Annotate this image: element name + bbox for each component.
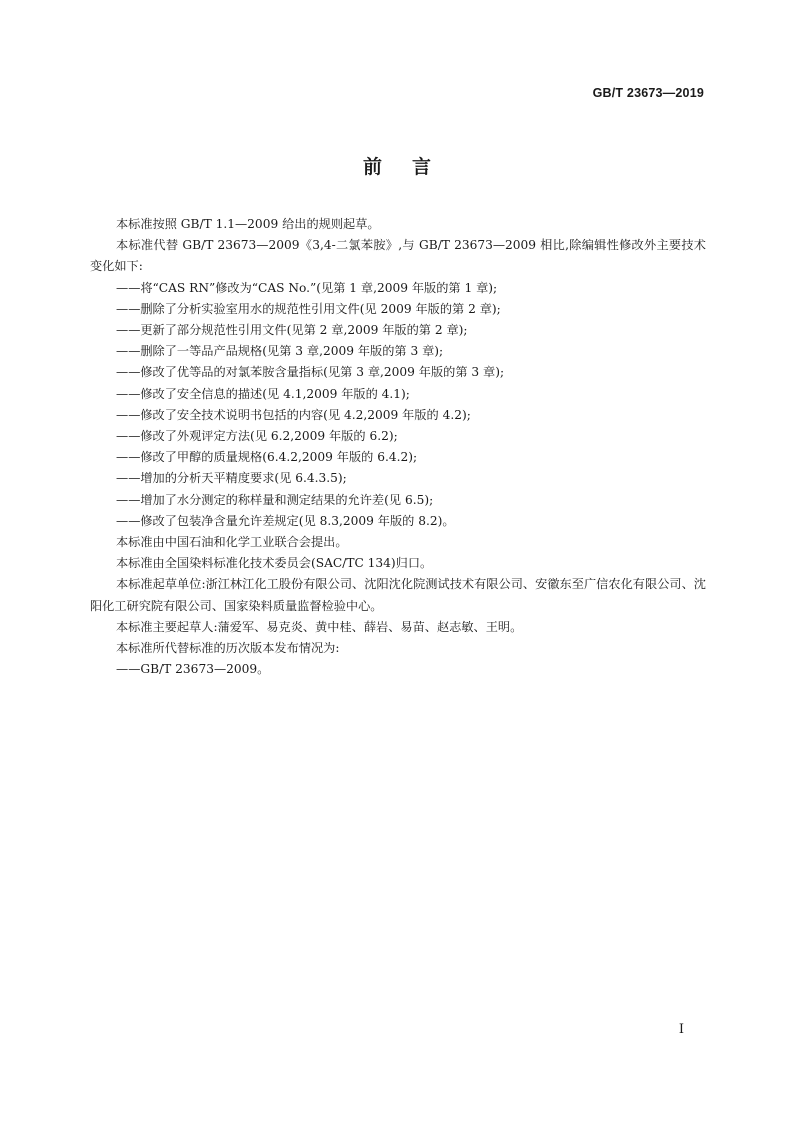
paragraph-replacement-statement: 本标准代替 GB/T 23673—2009《3,4-二氯苯胺》,与 GB/T 23673—2009 相比,除编辑性修改外主要技术变化如下: <box>90 238 706 274</box>
change-item: ——修改了外观评定方法(见 6.2,2009 年版的 6.2); <box>116 429 398 444</box>
standard-number: GB/T 23673—2019 <box>592 86 704 100</box>
paragraph-history-intro: 本标准所代替标准的历次版本发布情况为: <box>116 641 340 656</box>
page-title: 前言 <box>362 156 461 178</box>
paragraph-drafting-rules: 本标准按照 GB/T 1.1—2009 给出的规则起草。 <box>116 217 380 231</box>
change-item: ——修改了安全技术说明书包括的内容(见 4.2,2009 年版的 4.2); <box>116 407 471 422</box>
document-body <box>90 214 706 680</box>
change-item: ——将“CAS RN”修改为“CAS No.”(见第 1 章,2009 年版的第 1 章); <box>116 280 498 295</box>
paragraph-proposer: 本标准由中国石油和化学工业联合会提出。 <box>116 535 348 550</box>
paragraph-drafting-units: 本标准起草单位:浙江林江化工股份有限公司、沈阳沈化院测试技术有限公司、安徽东至广信农化有限公司、沈阳化工研究院有限公司、国家染料质量监督检验中心。 <box>90 577 706 613</box>
change-item: ——修改了包装净含量允许差规定(见 8.3,2009 年版的 8.2)。 <box>116 513 455 528</box>
history-item: ——GB/T 23673—2009。 <box>116 662 270 677</box>
change-item: ——修改了安全信息的描述(见 4.1,2009 年版的 4.1); <box>116 386 410 401</box>
page-number: I <box>678 1022 684 1037</box>
change-item: ——更新了部分规范性引用文件(见第 2 章,2009 年版的第 2 章); <box>116 323 468 338</box>
paragraph-drafters: 本标准主要起草人:蒲爱军、易克炎、黄中桂、薛岩、易苗、赵志敏、王明。 <box>116 619 523 634</box>
paragraph-committee: 本标准由全国染料标准化技术委员会(SAC/TC 134)归口。 <box>116 556 433 571</box>
change-item: ——修改了甲醇的质量规格(6.4.2,2009 年版的 6.4.2); <box>116 450 418 465</box>
change-item: ——增加的分析天平精度要求(见 6.4.3.5); <box>116 471 347 486</box>
change-item: ——增加了水分测定的称样量和测定结果的允许差(见 6.5); <box>116 492 434 507</box>
change-item: ——删除了分析实验室用水的规范性引用文件(见 2009 年版的第 2 章); <box>116 301 501 316</box>
change-item: ——删除了一等品产品规格(见第 3 章,2009 年版的第 3 章); <box>116 344 444 359</box>
change-item: ——修改了优等品的对氯苯胺含量指标(见第 3 章,2009 年版的第 3 章); <box>116 365 505 380</box>
